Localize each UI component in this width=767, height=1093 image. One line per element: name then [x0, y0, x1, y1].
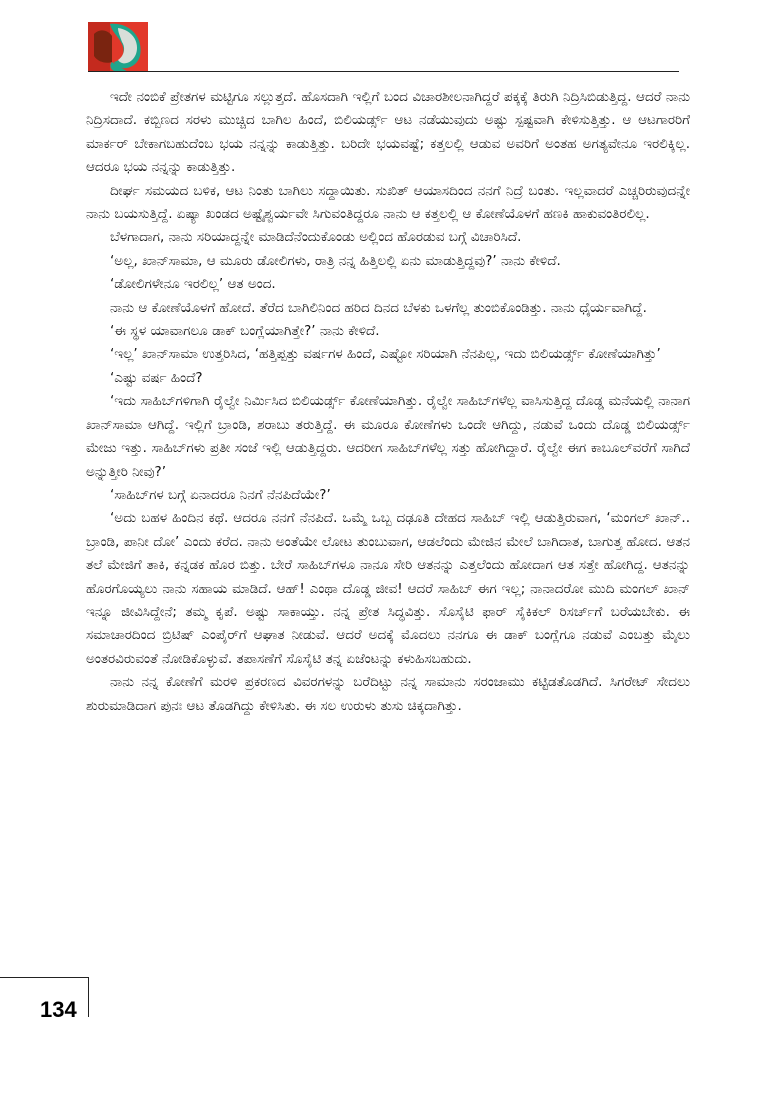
paragraph: ಬೆಳಗಾದಾಗ, ನಾನು ಸರಿಯಾದ್ದನ್ನೇ ಮಾಡಿದೆನೆಂದುಕೊಂಡು ಅಲ್ಲಿಂದ ಹೊರಡುವ ಬಗ್ಗೆ ವಿಚಾರಿಸಿದೆ.: [110, 229, 522, 246]
header-rule: [88, 71, 679, 72]
paragraph: ‘ಡೋಲಿಗಳೇನೂ ಇರಲಿಲ್ಲ’ ಆತ ಅಂದ.: [110, 276, 276, 293]
paragraph: ‘ಅದು ಬಹಳ ಹಿಂದಿನ ಕಥೆ. ಆದರೂ ನನಗೆ ನೆನಪಿದೆ. ಒಮ್ಮೆ ಒಬ್ಬ ದಢೂತಿ ದೇಹದ ಸಾಹಿಬ್ ಇಲ್ಲಿ ಆಡುತ್ತಿರುವಾಗ, ‘ಮಂಗಲ್ ಖಾನ್.. ಬ್ರಾಂಡಿ, ಪಾನೀ ದೋ’ ಎಂದು ಕರೆದ. ನಾನು ಅಂತೆಯೇ ಲೋಟ ತುಂಬುವಾಗ, ಆಡಲೆಂದು ಮೇಜಿನ ಮೇಲೆ ಬಾಗಿದಾತ, ಬಾಗುತ್ತ ಹೋದ. ಆತನ ತಲೆ ಮೇಜಿಗೆ ತಾಕಿ, ಕನ್ನಡಕ ಹೊರ ಬಿತ್ತು. ಬೇರೆ ಸಾಹಿಬ್‌ಗಳೂ ನಾನೂ ಸೇರಿ ಆತನನ್ನು ಎತ್ತಲೆಂದು ಹೋದಾಗ ಆತ ಸತ್ತೇ ಹೋಗಿದ್ದ. ಆತನನ್ನು ಹೊರಗೊಯ್ಯಲು ನಾನು ಸಹಾಯ ಮಾಡಿದೆ. ಆಹ್! ಎಂಥಾ ದೊಡ್ಡ ಜೀವ! ಆದರೆ ಸಾಹಿಬ್ ಈಗ ಇಲ್ಲ; ನಾನಾದರೋ ಮುದಿ ಮಂಗಲ್ ಖಾನ್ ಇನ್ನೂ ಜೀವಿಸಿದ್ದೇನೆ; ತಮ್ಮ ಕೃಪೆ. ಅಷ್ಟು ಸಾಕಾಯ್ತು. ನನ್ನ ಪ್ರೇತ ಸಿದ್ಧವಿತ್ತು. ಸೊಸೈಟಿ ಫಾರ್ ಸೈಕಿಕಲ್ ರಿಸರ್ಚ್‌ಗೆ ಬರೆಯಬೇಕು. ಈ ಸಮಾಚಾರದಿಂದ ಬ್ರಿಟಿಷ್ ಎಂಪೈರ್‌ಗೆ ಆಘಾತ ನೀಡುವೆ. ಆದರೆ ಅದಕ್ಕೆ ಮೊದಲು ನನಗೂ ಈ ಡಾಕ್ ಬಂಗ್ಲೆಗೂ ನಡುವೆ ಎಂಬತ್ತು ಮೈಲು ಅಂತರವಿರುವಂತೆ ನೋಡಿಕೊಳ್ಳುವೆ. ತಪಾಸಣೆಗೆ ಸೊಸೈಟಿ ತನ್ನ ಏಜೆಂಟನ್ನು ಕಳುಹಿಸಬಹುದು.: [86, 510, 690, 667]
body-text: [86, 86, 690, 718]
paragraph: ‘ಸಾಹಿಬ್‌ಗಳ ಬಗ್ಗೆ ಏನಾದರೂ ನಿನಗೆ ನೆನಪಿದೆಯೇ?’: [110, 486, 331, 503]
footer-divider: [88, 977, 89, 1017]
paragraph: ‘ಅಲ್ಲ, ಖಾನ್‌ಸಾಮಾ, ಆ ಮೂರು ಡೋಲಿಗಳು, ರಾತ್ರಿ ನನ್ನ ಹಿತ್ತಿಲಲ್ಲಿ ಏನು ಮಾಡುತ್ತಿದ್ದವು?’ ನಾನು ಕೇಳಿದೆ.: [110, 252, 561, 269]
chapter-logo: [88, 22, 148, 72]
page-number: 134: [40, 997, 77, 1022]
paragraph: ‘ಈ ಸ್ಥಳ ಯಾವಾಗಲೂ ಡಾಕ್ ಬಂಗ್ಲೆಯಾಗಿತ್ತೇ?’ ನಾನು ಕೇಳಿದೆ.: [110, 323, 380, 340]
woman-profile-logo-icon: [88, 22, 148, 72]
paragraph: ನಾನು ನನ್ನ ಕೋಣೆಗೆ ಮರಳಿ ಪ್ರಕರಣದ ವಿವರಗಳನ್ನು ಬರೆದಿಟ್ಟು ನನ್ನ ಸಾಮಾನು ಸರಂಜಾಮು ಕಟ್ಟಿಡತೊಡಗಿದೆ. ಸಿಗರೇಟ್ ಸೇದಲು ಶುರುಮಾಡಿದಾಗ ಪುನಃ ಆಟ ತೊಡಗಿದ್ದು ಕೇಳಿಸಿತು. ಈ ಸಲ ಉರುಳು ತುಸು ಚಿಕ್ಕದಾಗಿತ್ತು.: [86, 674, 690, 714]
paragraph: ‘ಇದು ಸಾಹಿಬ್‌ಗಳಿಗಾಗಿ ರೈಲ್ವೇ ನಿರ್ಮಿಸಿದ ಬಿಲಿಯರ್ಡ್ಸ್ ಕೋಣೆಯಾಗಿತ್ತು. ರೈಲ್ವೇ ಸಾಹಿಬ್‌ಗಳೆಲ್ಲ ವಾಸಿಸುತ್ತಿದ್ದ ದೊಡ್ಡ ಮನೆಯಲ್ಲಿ ನಾನಾಗ ಖಾನ್‌ಸಾಮಾ ಆಗಿದ್ದೆ. ಇಲ್ಲಿಗೆ ಬ್ರಾಂಡಿ, ಶರಾಬು ತರುತ್ತಿದ್ದೆ. ಈ ಮೂರೂ ಕೋಣೆಗಳು ಒಂದೇ ಆಗಿದ್ದು, ನಡುವೆ ಒಂದು ದೊಡ್ಡ ಬಿಲಿಯರ್ಡ್ಸ್ ಮೇಜು ಇತ್ತು. ಸಾಹಿಬ್‌ಗಳು ಪ್ರತೀ ಸಂಜೆ ಇಲ್ಲಿ ಆಡುತ್ತಿದ್ದರು. ಆದರೀಗ ಸಾಹಿಬ್‌ಗಳೆಲ್ಲ ಸತ್ತು ಹೋಗಿದ್ದಾರೆ. ರೈಲ್ವೇ ಈಗ ಕಾಬೂಲ್‌ವರೆಗೆ ಸಾಗಿದೆ ಅನ್ನುತ್ತೀರಿ ನೀವು?’: [86, 393, 690, 480]
paragraph: ‘ಎಷ್ಟು ವರ್ಷ ಹಿಂದೆ?: [110, 369, 203, 386]
footer-rule: [0, 977, 88, 978]
paragraph: ನಾನು ಆ ಕೋಣೆಯೊಳಗೆ ಹೋದೆ. ತೆರೆದ ಬಾಗಿಲಿನಿಂದ ಹರಿದ ದಿನದ ಬೆಳಕು ಒಳಗೆಲ್ಲ ತುಂಬಿಕೊಂಡಿತ್ತು. ನಾನು ಧೈರ್ಯವಾಗಿದ್ದೆ.: [110, 299, 647, 316]
paragraph: ‘ಇಲ್ಲ’ ಖಾನ್‌ಸಾಮಾ ಉತ್ತರಿಸಿದ, ‘ಹತ್ತಿಪ್ಪತ್ತು ವರ್ಷಗಳ ಹಿಂದೆ, ಎಷ್ಟೋ ಸರಿಯಾಗಿ ನೆನಪಿಲ್ಲ, ಇದು ಬಿಲಿಯರ್ಡ್ಸ್ ಕೋಣೆಯಾಗಿತ್ತು’: [110, 346, 661, 363]
paragraph: ಇದೇ ನಂಬಿಕೆ ಪ್ರೇತಗಳ ಮಟ್ಟಿಗೂ ಸಲ್ಲುತ್ತದೆ. ಹೊಸದಾಗಿ ಇಲ್ಲಿಗೆ ಬಂದ ವಿಚಾರಶೀಲನಾಗಿದ್ದರೆ ಪಕ್ಕಕ್ಕೆ ತಿರುಗಿ ನಿದ್ರಿಸಿಬಿಡುತ್ತಿದ್ದ. ಆದರೆ ನಾನು ನಿದ್ರಿಸದಾದೆ. ಕಬ್ಬಿಣದ ಸರಳು ಮುಚ್ಚಿದ ಬಾಗಿಲ ಹಿಂದೆ, ಬಿಲಿಯರ್ಡ್ಸ್ ಆಟ ನಡೆಯುವುದು ಅಷ್ಟು ಸ್ಪಷ್ಟವಾಗಿ ಕೇಳಿಸುತ್ತಿತ್ತು. ಆ ಆಟಗಾರರಿಗೆ ಮಾರ್ಕರ್ ಬೇಕಾಗಬಹುದೆಂಬ ಭಯ ನನ್ನನ್ನು ಕಾಡುತ್ತಿತ್ತು. ಬರಿದೇ ಭಯವಷ್ಟೆ; ಕತ್ತಲಲ್ಲಿ ಆಡುವ ಅವರಿಗೆ ಅಂತಹ ಅಗತ್ಯವೇನೂ ಇರಲಿಕ್ಕಿಲ್ಲ. ಆದರೂ ಭಯ ನನ್ನನ್ನು ಕಾಡುತ್ತಿತ್ತು.: [86, 89, 690, 176]
paragraph: ದೀರ್ಘ ಸಮಯದ ಬಳಿಕ, ಆಟ ನಿಂತು ಬಾಗಿಲು ಸದ್ದಾಯಿತು. ಸುಖಿತ್ ಆಯಾಸದಿಂದ ನನಗೆ ನಿದ್ರೆ ಬಂತು. ಇಲ್ಲವಾದರೆ ಎಚ್ಚರಿರುವುದನ್ನೇ ನಾನು ಬಯಸುತ್ತಿದ್ದೆ. ಏಷ್ಯಾ ಖಂಡದ ಅಷ್ಟೈಶ್ವರ್ಯವೇ ಸಿಗುವಂತಿದ್ದರೂ ನಾನು ಆ ಕತ್ತಲಲ್ಲಿ ಆ ಕೋಣೆಯೊಳಗೆ ಹಣಕಿ ಹಾಕುವಂತಿರಲಿಲ್ಲ.: [86, 182, 690, 223]
